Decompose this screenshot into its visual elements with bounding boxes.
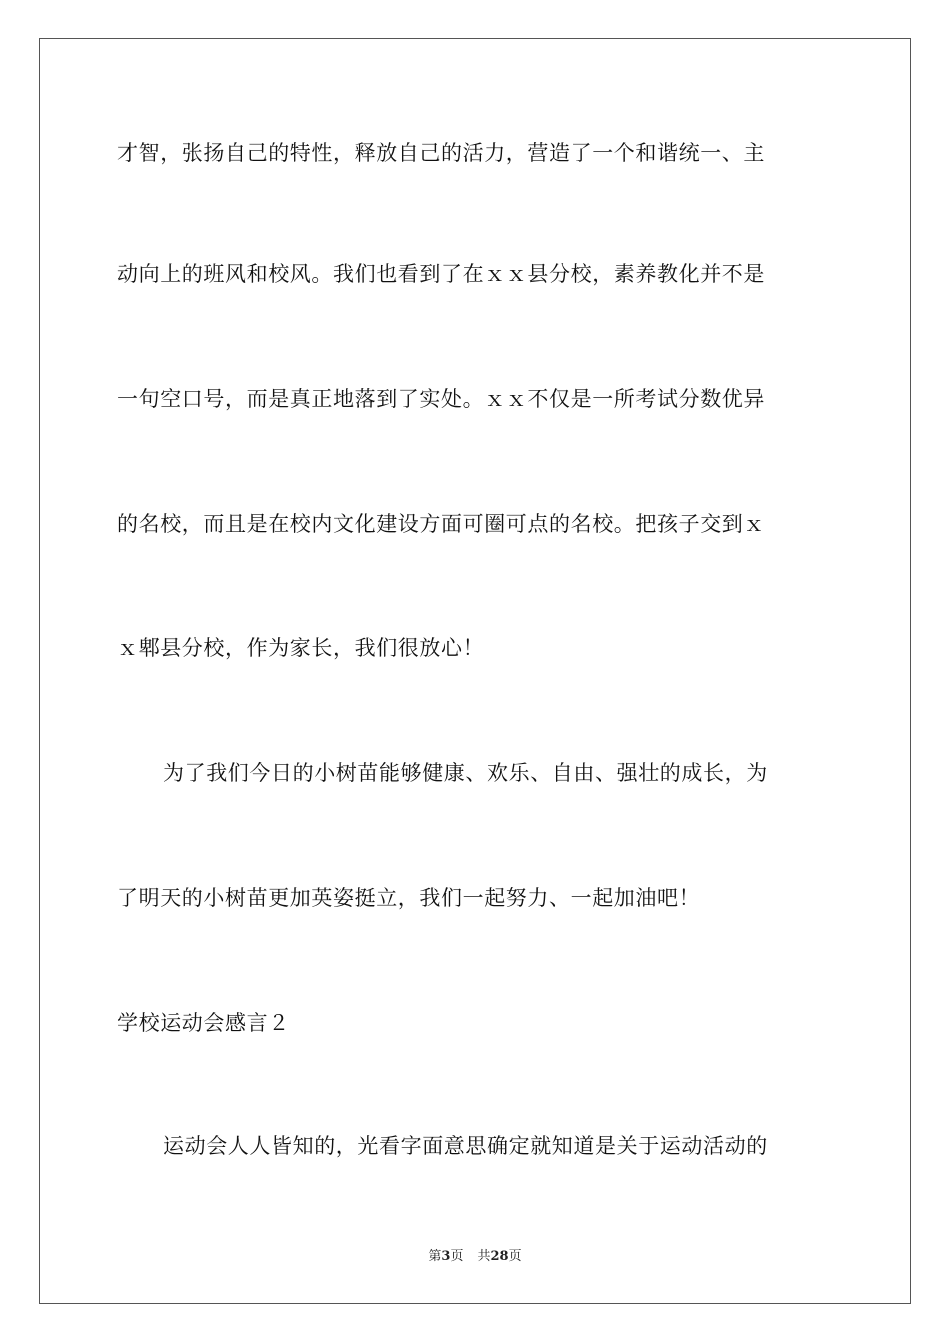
body-line-3: 一句空口号，而是真正地落到了实处。ｘｘ不仅是一所考试分数优异	[117, 387, 765, 411]
body-line-1: 才智，张扬自己的特性，释放自己的活力，营造了一个和谐统一、主	[117, 141, 765, 165]
footer-total-suffix: 页	[508, 1249, 522, 1264]
page-border	[39, 38, 911, 1304]
footer-page-number: 3	[441, 1249, 451, 1264]
body-line-5: ｘ郫县分校，作为家长，我们很放心！	[117, 636, 485, 660]
section-heading: 学校运动会感言２	[117, 1011, 290, 1035]
body-line-8: 运动会人人皆知的，光看字面意思确定就知道是关于运动活动的	[163, 1134, 768, 1158]
footer-total-prefix: 共	[477, 1249, 491, 1264]
body-line-2: 动向上的班风和校风。我们也看到了在ｘｘ县分校，素养教化并不是	[117, 262, 765, 286]
page-footer	[0, 1248, 950, 1266]
body-line-4: 的名校，而且是在校内文化建设方面可圈可点的名校。把孩子交到ｘ	[117, 512, 765, 536]
footer-page-prefix: 第	[428, 1249, 442, 1264]
body-line-7: 了明天的小树苗更加英姿挺立，我们一起努力、一起加油吧！	[117, 886, 701, 910]
body-line-6: 为了我们今日的小树苗能够健康、欢乐、自由、强壮的成长，为	[163, 761, 768, 785]
footer-total-pages: 28	[490, 1249, 509, 1264]
footer-page-suffix: 页	[450, 1249, 464, 1264]
